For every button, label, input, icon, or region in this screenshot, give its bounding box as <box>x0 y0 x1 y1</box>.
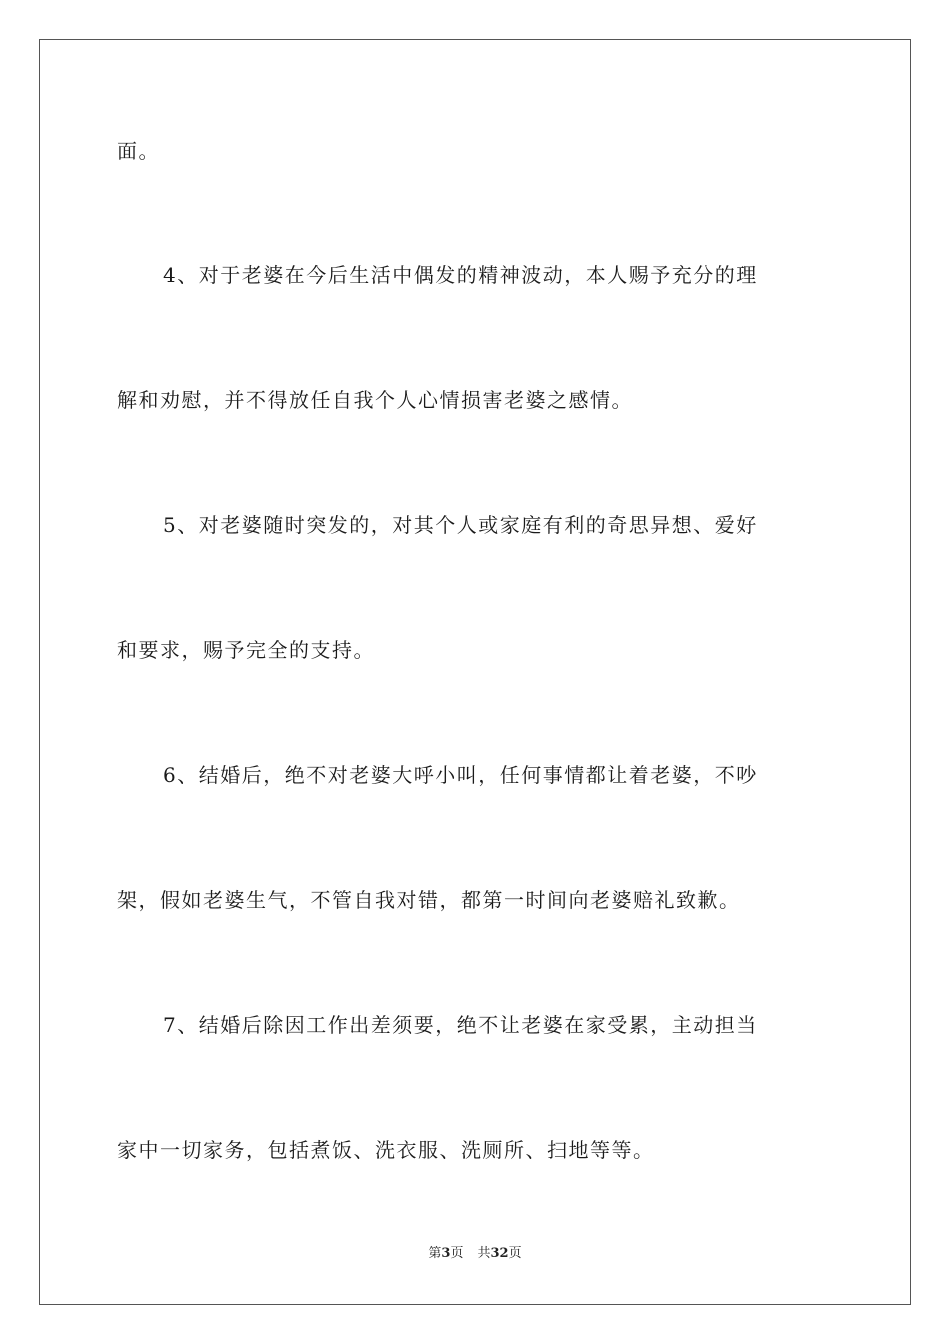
total-page-count: 32 <box>490 1246 509 1261</box>
paragraph-line: 架，假如老婆生气，不管自我对错，都第一时间向老婆赔礼致歉。 <box>117 888 741 912</box>
paragraph-line: 7、结婚后除因工作出差须要，绝不让老婆在家受累，主动担当 <box>163 1013 758 1037</box>
paragraph-line: 5、对老婆随时突发的，对其个人或家庭有利的奇思异想、爱好 <box>163 513 758 537</box>
page-indicator: 第3页 <box>428 1246 464 1261</box>
paragraph-line: 家中一切家务，包括煮饭、洗衣服、洗厕所、扫地等等。 <box>117 1138 655 1162</box>
paragraph-line: 面。 <box>117 139 160 163</box>
page-frame <box>39 39 911 1305</box>
page-footer <box>0 1246 950 1262</box>
paragraph-line: 解和劝慰，并不得放任自我个人心情损害老婆之感情。 <box>117 388 633 412</box>
paragraph-line: 4、对于老婆在今后生活中偶发的精神波动，本人赐予充分的理 <box>163 263 758 287</box>
current-page-number: 3 <box>441 1246 451 1261</box>
paragraph-line: 6、结婚后，绝不对老婆大呼小叫，任何事情都让着老婆，不吵 <box>163 763 758 787</box>
paragraph-line: 和要求，赐予完全的支持。 <box>117 638 375 662</box>
total-pages-indicator: 共32页 <box>477 1246 522 1261</box>
